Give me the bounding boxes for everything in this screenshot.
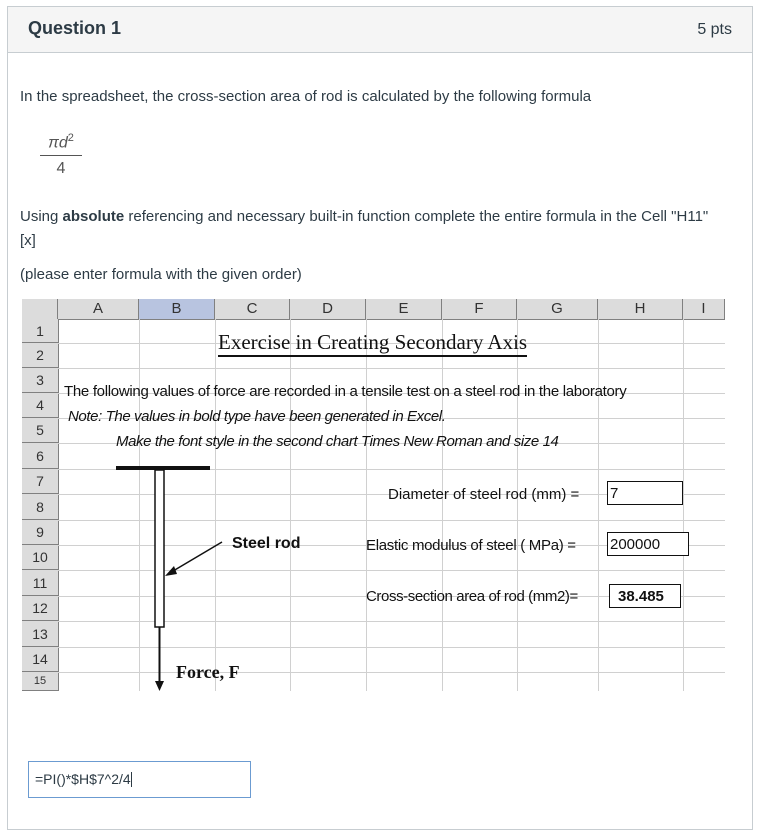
row-header-3: 3	[22, 368, 58, 393]
row-header-14: 14	[22, 647, 58, 672]
row3-text: The following values of force are recorded in a tensile test on a steel rod in the laboratory	[64, 383, 627, 400]
instruction-bold: absolute	[62, 208, 125, 225]
steel-rod-label: Steel rod	[232, 535, 301, 552]
row-header-6: 6	[22, 443, 58, 469]
column-header-a: A	[58, 299, 139, 319]
row-header-1: 1	[22, 319, 58, 343]
column-header-e: E	[366, 299, 442, 319]
answer-text: =PI()*$H$7^2/4	[35, 771, 131, 787]
row-header-5: 5	[22, 418, 58, 443]
row-header-15: 15	[22, 672, 58, 691]
force-label: Force, F	[176, 662, 240, 682]
area-label: Cross-section area of rod (mm2)=	[366, 588, 578, 605]
question-note: (please enter formula with the given order)	[20, 266, 302, 283]
answer-input[interactable]	[28, 761, 251, 798]
row-header-9: 9	[22, 520, 58, 545]
row-header-4: 4	[22, 393, 58, 418]
pointer-arrow-head	[165, 566, 177, 576]
row-header-13: 13	[22, 621, 58, 647]
column-header-c: C	[215, 299, 290, 319]
pointer-line	[168, 542, 222, 574]
column-header-i: I	[683, 299, 725, 319]
text-cursor	[131, 772, 132, 787]
column-header-g: G	[517, 299, 598, 319]
question-instruction	[20, 205, 720, 253]
diameter-label: Diameter of steel rod (mm) =	[388, 486, 580, 503]
spreadsheet-image	[22, 299, 725, 691]
row-header-11: 11	[22, 570, 58, 596]
column-header-f: F	[442, 299, 517, 319]
formula-exponent: 2	[67, 132, 74, 144]
row4-note: Note: The values in bold type have been generated in Excel.	[68, 408, 446, 425]
formula-numerator	[40, 132, 82, 156]
row-header-8: 8	[22, 494, 58, 520]
modulus-label: Elastic modulus of steel ( MPa) =	[366, 537, 576, 554]
steel-rod-shape	[155, 470, 164, 627]
instruction-post: referencing and necessary built-in function complete the entire formula in the Cell "H11" [x]	[20, 208, 709, 249]
row-header-7: 7	[22, 469, 58, 494]
force-arrow-head	[155, 681, 164, 691]
question-header	[8, 7, 752, 53]
diameter-value: 7	[607, 481, 683, 505]
column-header-h: H	[598, 299, 683, 319]
row-header-2: 2	[22, 343, 58, 368]
formula-numerator-symbol: πd	[48, 134, 68, 152]
question-title: Question 1	[28, 18, 122, 38]
modulus-value: 200000	[607, 532, 689, 556]
row-header-12: 12	[22, 596, 58, 621]
row5-text: Make the font style in the second chart Times New Roman and size 14	[116, 433, 559, 450]
column-header-d: D	[290, 299, 366, 319]
area-value: 38.485	[609, 584, 681, 608]
sheet-title: Exercise in Creating Secondary Axis	[218, 330, 527, 357]
question-points: 5 pts	[697, 21, 732, 38]
instruction-pre: Using	[20, 208, 63, 225]
formula-denominator: 4	[56, 160, 66, 178]
column-header-b: B	[139, 299, 215, 319]
question-intro: In the spreadsheet, the cross-section area of rod is calculated by the following formula	[20, 88, 592, 105]
area-formula	[40, 132, 82, 178]
row-header-10: 10	[22, 545, 58, 570]
